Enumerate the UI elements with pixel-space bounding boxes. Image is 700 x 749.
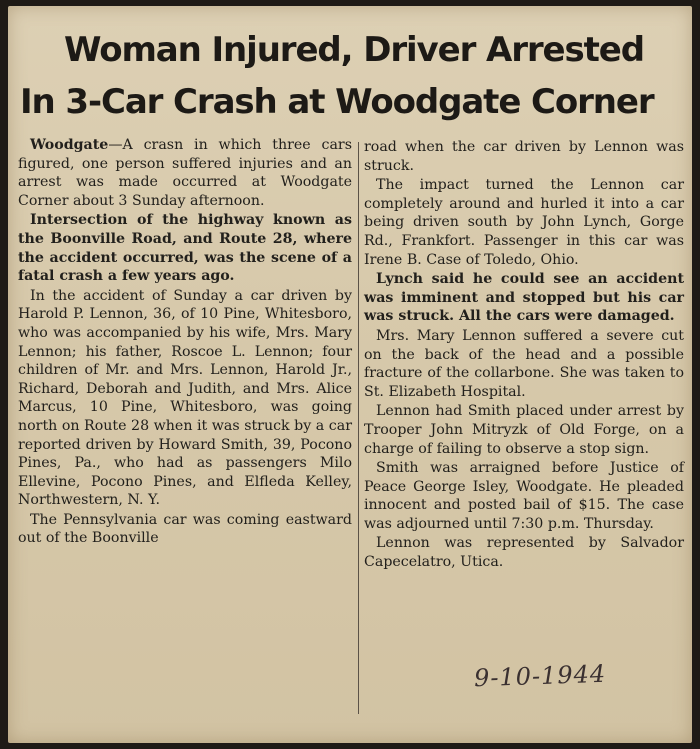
paragraph-representation: Lennon was represented by Salvador Capecelatro, Utica. [364,535,684,571]
paragraph-accident-details: In the accident of Sunday a car driven by Harold P. Lennon, 36, of 10 Pine, Whitesboro, who was accompanied by his wife, Mrs. Mary Lennon; his father, Roscoe L. Lennon; four children of Mr. and Mrs. Lennon, Harold Jr., Richard, Deborah and Judith, and Mrs. Alice Marcus, 10 Pine, Whitesboro, was going north on Route 28 when it was struck by a car reported driven by Howard Smith, 39, Pocono Pines, Pa., who had as passengers Milo Ellevine, Pocono Pines, and Elfleda Kelley, Northwestern, N. Y. [18,287,352,509]
paragraph-lynch: Lynch said he could see an accident was imminent and stopped but his car was struck. All the cars were damaged. [364,271,684,325]
paragraph-pennsylvania-car: The Pennsylvania car was coming eastward out of the Boonville [18,511,352,547]
column-divider [358,142,359,714]
lead-text: —A crasn in which three cars figured, one person suffered injuries and an arrest was made occurred at Woodgate Corner about 3 Sunday afternoon. [18,137,352,209]
article-left-column [18,136,352,549]
paragraph-arrest: Lennon had Smith placed under arrest by Trooper John Mitryzk of Old Forge, on a charge of failing to observe a stop sign. [364,403,684,457]
paragraph-arraignment: Smith was arraigned before Justice of Peace George Isley, Woodgate. He pleaded innocent and posted bail of $15. The case was adjourned until 7:30 p.m. Thursday. [364,460,684,532]
lead-paragraph [18,136,352,210]
headline-line-2: In 3-Car Crash at Woodgate Corner [20,82,654,122]
dateline: Woodgate [30,137,109,153]
headline-line-1: Woman Injured, Driver Arrested [64,30,644,70]
paragraph-injuries: Mrs. Mary Lennon suffered a severe cut on the back of the head and a possible fracture of the collarbone. She was taken to St. Elizabeth Hospital. [364,327,684,400]
paragraph-impact: The impact turned the Lennon car completely around and hurled it into a car being driven south by John Lynch, Gorge Rd., Frankfort. Passenger in this car was Irene B. Case of Toledo, Ohio. [364,177,684,268]
newspaper-clipping [8,6,692,743]
article-right-column [364,138,684,573]
paragraph-intersection: Intersection of the highway known as the Boonville Road, and Route 28, where the accident occurred, was the scene of a fatal crash a few years ago. [18,212,352,285]
handwritten-date: 9-10-1944 [473,659,607,693]
paragraph-continuation: road when the car driven by Lennon was struck. [364,139,684,174]
